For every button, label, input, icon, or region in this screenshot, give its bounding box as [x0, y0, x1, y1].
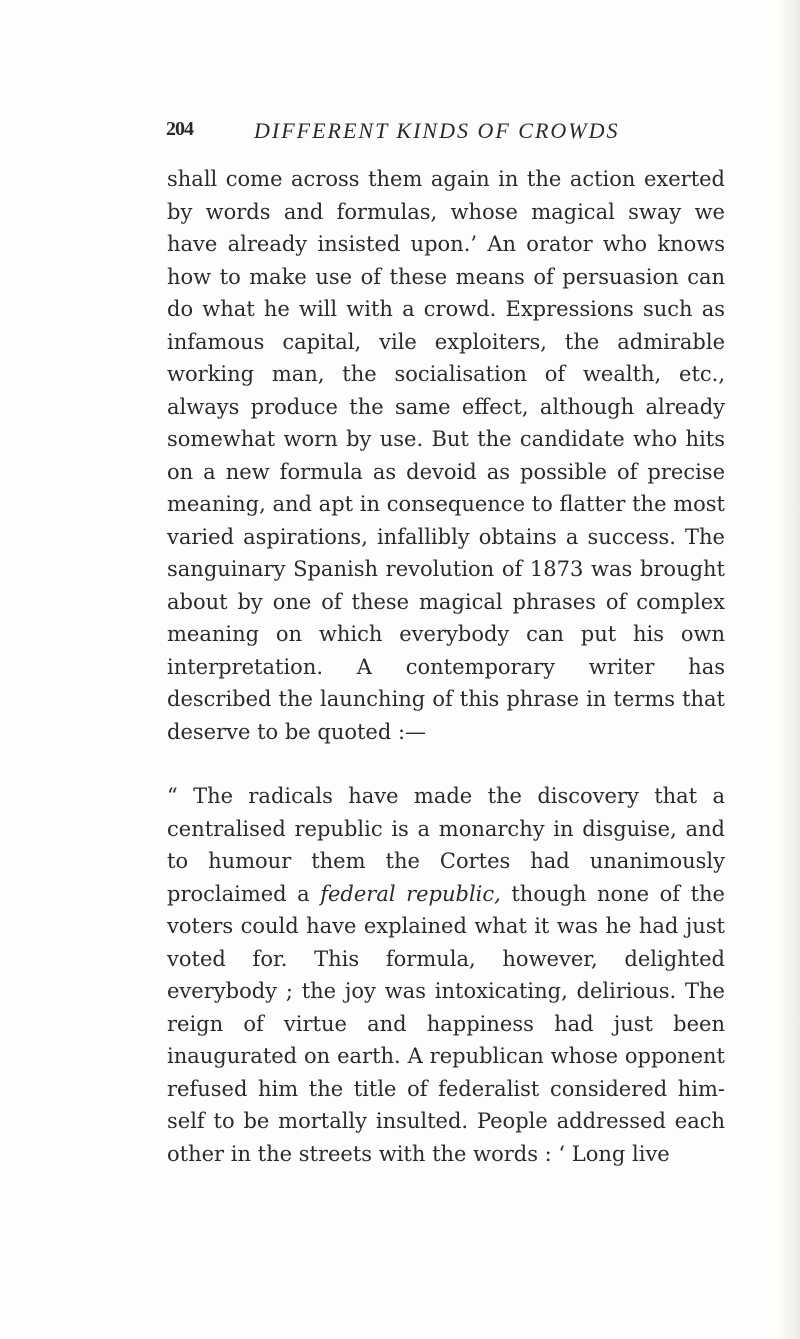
quote-text-end: though none of the voters could have explained what it was he had just voted for. This formula, however, delighted everybody ; the joy was intoxicating, delirious. The reign of virtue and happiness had just been inaugurated on earth. A republican whose opponent refused him the title of federalist considered him- self to be mortally insulted. People addressed each other in the streets with the words : ‘ Long live	[167, 881, 725, 1166]
paragraph-2-quote	[167, 780, 725, 1170]
running-head: DIFFERENT KINDS OF CROWDS	[254, 118, 620, 143]
page-number: 204	[166, 118, 193, 140]
body-text	[167, 163, 725, 1170]
quote-italic-phrase: federal republic,	[320, 881, 501, 906]
page-edge-shadow	[778, 0, 800, 1339]
quote-text-start: “ The radicals have made the discovery that a centralised republic is a monarchy in disguise, and to humour them the Cortes had unanimously proclaimed a	[167, 784, 725, 906]
page-header	[166, 118, 726, 148]
paragraph-1: shall come across them again in the action exerted by words and formulas, whose magical sway we have already insisted upon.’ An orator who knows how to make use of these means of persuasion can do what he will with a crowd. Expressions such as infamous capital, vile exploiters, the admirable working man, the socialisation of wealth, etc., always produce the same effect, although already somewhat worn by use. But the candidate who hits on a new formula as devoid as possible of precise meaning, and apt in consequence to flatter the most varied aspirations, infallibly obtains a success. The sanguinary Spanish revolution of 1873 was brought about by one of these magical phrases of complex meaning on which everybody can put his own interpretation. A contemporary writer has described the launching of this phrase in terms that deserve to be quoted :—	[167, 167, 725, 744]
